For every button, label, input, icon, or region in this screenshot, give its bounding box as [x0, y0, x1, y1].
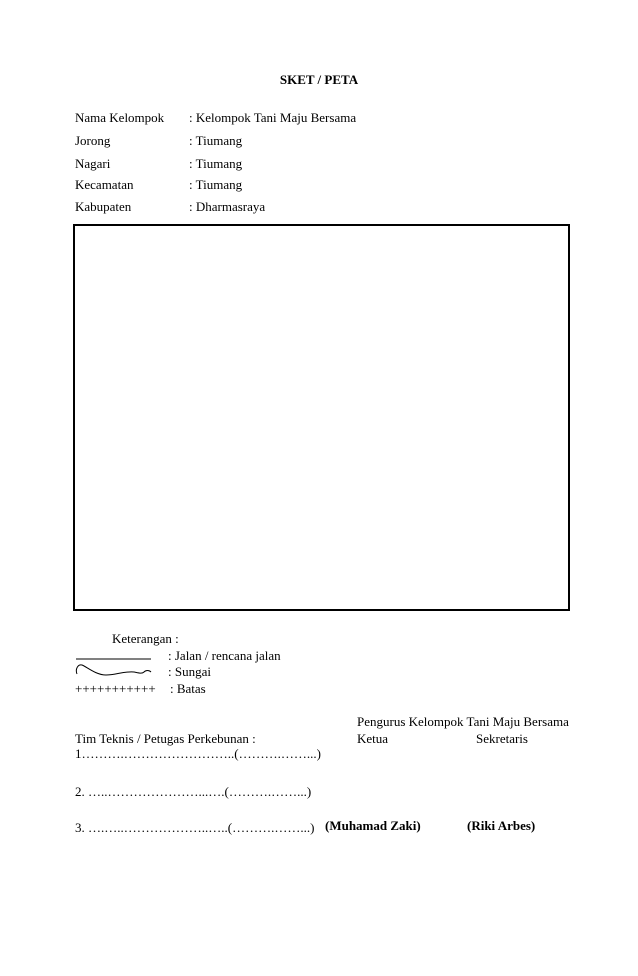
info-value-kabupaten: : Dharmasraya — [189, 199, 266, 214]
team-heading: Tim Teknis / Petugas Perkebunan : — [75, 731, 256, 746]
info-value-kecamatan: : Tiumang — [189, 177, 243, 192]
river-curve-icon — [74, 661, 154, 679]
info-value-nagari: : Tiumang — [189, 156, 243, 171]
map-sketch-box — [73, 224, 570, 611]
ketua-label: Ketua — [357, 731, 389, 746]
info-label-kecamatan: Kecamatan — [75, 177, 134, 192]
road-line-icon — [75, 648, 153, 662]
info-label-nagari: Nagari — [75, 156, 111, 171]
team-line-3: 3. ….…..………………..…..(……….……...) — [75, 820, 315, 835]
ketua-name: (Muhamad Zaki) — [325, 818, 421, 833]
legend-text-jalan: : Jalan / rencana jalan — [168, 648, 281, 663]
sekretaris-label: Sekretaris — [476, 731, 528, 746]
board-heading: Pengurus Kelompok Tani Maju Bersama — [357, 714, 569, 729]
info-label-nama-kelompok: Nama Kelompok — [75, 110, 165, 125]
team-line-2: 2. …..…………………...….(……….……...) — [75, 784, 312, 799]
info-label-jorong: Jorong — [75, 133, 111, 148]
sekretaris-name: (Riki Arbes) — [467, 818, 536, 833]
info-value-nama-kelompok: : Kelompok Tani Maju Bersama — [189, 110, 357, 125]
legend-text-sungai: : Sungai — [168, 664, 211, 679]
legend-heading: Keterangan : — [112, 631, 179, 646]
info-value-jorong: : Tiumang — [189, 133, 243, 148]
legend-text-batas: : Batas — [170, 681, 206, 696]
info-label-kabupaten: Kabupaten — [75, 199, 132, 214]
page-title: SKET / PETA — [279, 72, 359, 87]
boundary-plus-icon: +++++++++++ — [75, 681, 156, 696]
team-line-1: 1……….……………………..(……….……...) — [75, 746, 321, 761]
